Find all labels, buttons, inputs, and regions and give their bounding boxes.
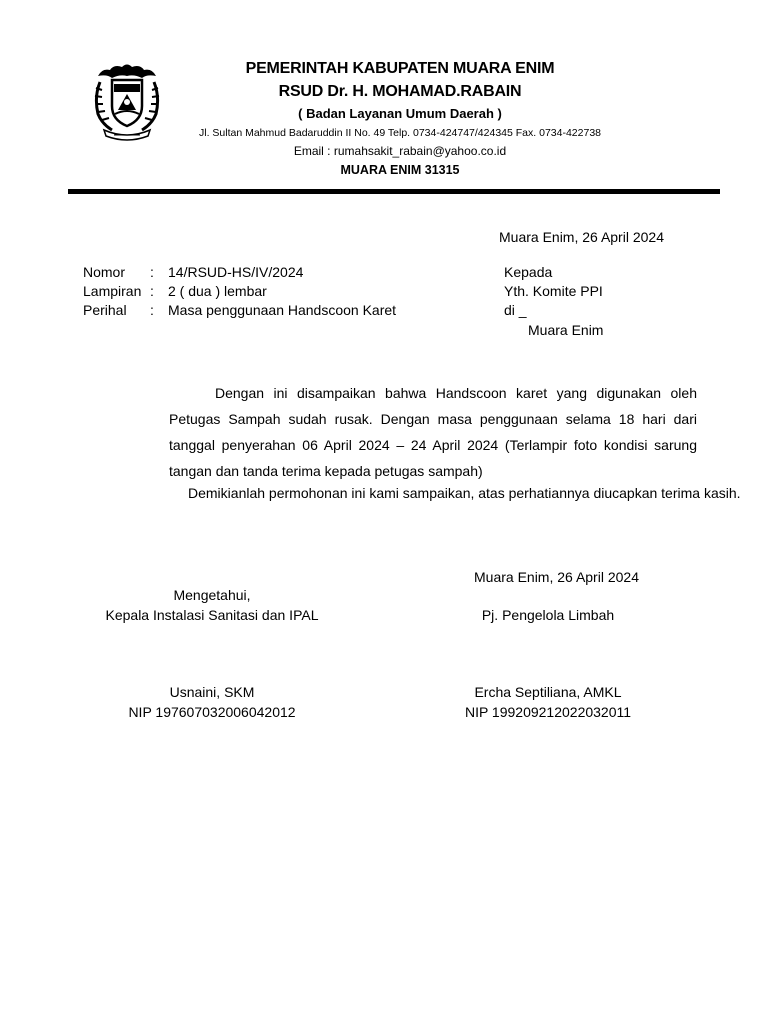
- meta-sep: :: [150, 302, 154, 318]
- signature-right-name: Ercha Septiliana, AMKL: [474, 684, 622, 700]
- signature-right-nip: NIP 199209212022032011: [464, 704, 632, 720]
- letterhead-address: Jl. Sultan Mahmud Badaruddin II No. 49 Telp. 0734-424747/424345 Fax. 0734-422738: [198, 127, 601, 139]
- signature-left-name: Usnaini, SKM: [169, 684, 255, 700]
- letterhead-hospital: RSUD Dr. H. MOHAMAD.RABAIN: [278, 83, 522, 100]
- letterhead-divider: [68, 189, 720, 194]
- body-paragraph-text: Dengan ini disampaikan bahwa Handscoon karet yang digunakan oleh Petugas Sampah sudah rusak. Dengan masa penggunaan selama 18 hari dari tanggal penyerahan 06 April 2024 – 24 April 2024 (Terlampir foto kondisi sarung tangan dan tanda terima kepada petugas sampah): [169, 385, 697, 479]
- signature-date: Muara Enim, 26 April 2024: [474, 569, 639, 585]
- meta-label-perihal: Perihal: [83, 302, 127, 318]
- meta-sep: :: [150, 264, 154, 280]
- meta-label-nomor: Nomor: [83, 264, 126, 280]
- letterhead-government: PEMERINTAH KABUPATEN MUARA ENIM: [245, 60, 555, 77]
- signature-left-role: Kepala Instalasi Sanitasi dan IPAL: [105, 607, 319, 623]
- meta-sep: :: [150, 283, 154, 299]
- recipient-place: Muara Enim: [528, 322, 604, 338]
- closing-sentence: Demikianlah permohonan ini kami sampaikan, atas perhatiannya diucapkan terima kasih.: [188, 485, 741, 501]
- letter-date: Muara Enim, 26 April 2024: [499, 229, 664, 245]
- meta-value-perihal: Masa penggunaan Handscoon Karet: [168, 302, 397, 318]
- signature-left-heading: Mengetahui,: [173, 587, 251, 603]
- signature-right-role: Pj. Pengelola Limbah: [481, 607, 615, 623]
- body-paragraph: [169, 380, 697, 484]
- signature-left-nip: NIP 197607032006042012: [128, 704, 296, 720]
- letterhead-agency: ( Badan Layanan Umum Daerah ): [298, 106, 502, 121]
- recipient-to: Kepada: [504, 264, 553, 280]
- recipient-name: Yth. Komite PPI: [504, 283, 603, 299]
- recipient-at: di _: [504, 302, 527, 318]
- letterhead-city: MUARA ENIM 31315: [340, 163, 460, 177]
- meta-label-lampiran: Lampiran: [83, 283, 142, 299]
- letterhead-email: Email : rumahsakit_rabain@yahoo.co.id: [293, 144, 507, 158]
- meta-value-nomor: 14/RSUD-HS/IV/2024: [168, 264, 304, 280]
- meta-value-lampiran: 2 ( dua ) lembar: [168, 283, 267, 299]
